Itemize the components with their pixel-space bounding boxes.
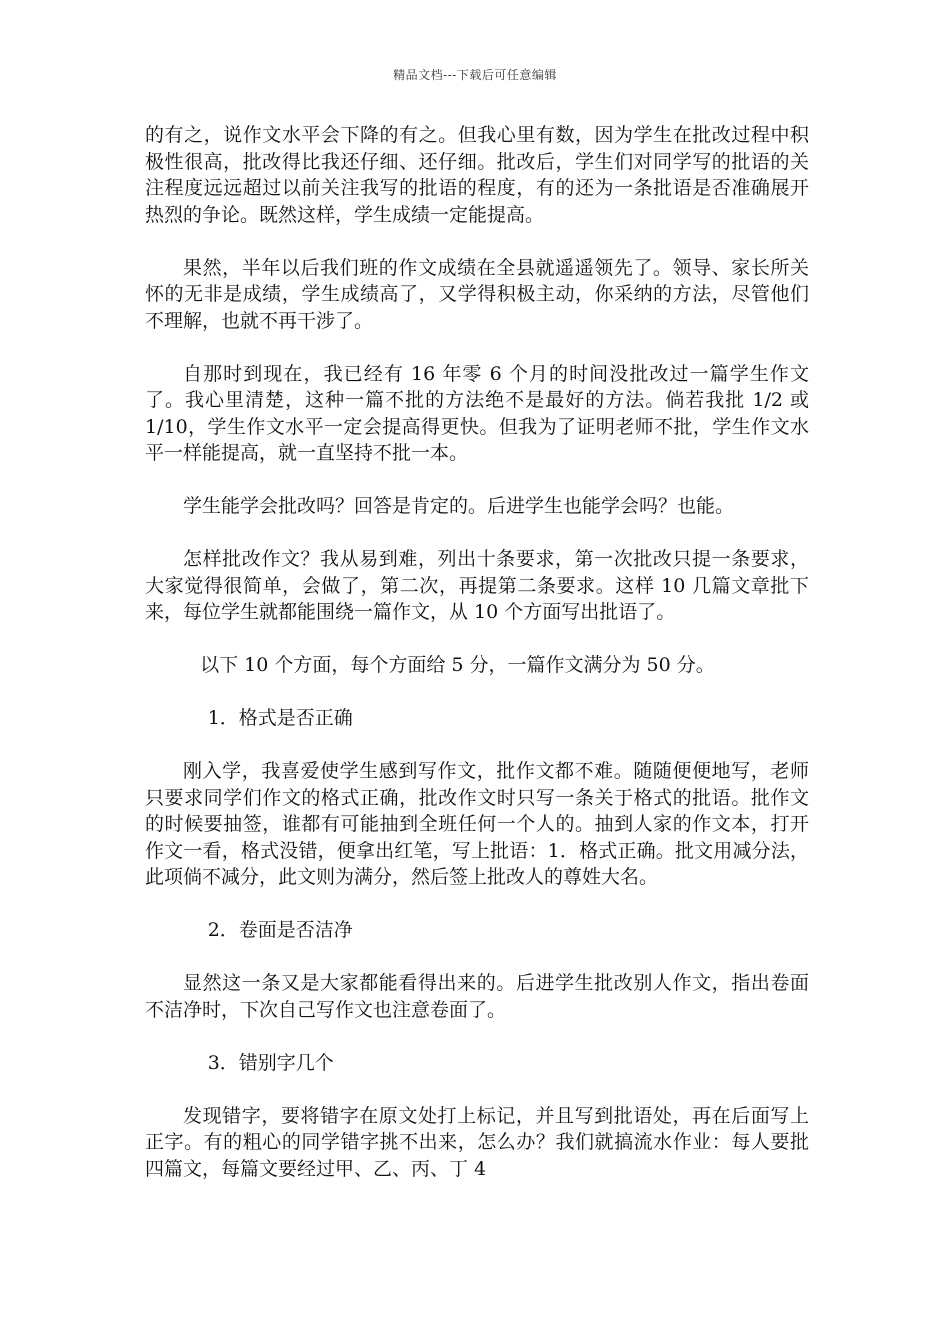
document-body bbox=[145, 122, 809, 1209]
section-heading-1: 1．格式是否正确 bbox=[207, 707, 353, 729]
paragraph-9: 发现错字，要将错字在原文处打上标记，并且写到批语处，再在后面写上正字。有的粗心的同学错字挑不出来，怎么办？我们就搞流水作业：每人要批四篇文，每篇文要经过甲、乙、丙、丁 4 bbox=[145, 1104, 809, 1180]
section-heading-2: 2．卷面是否洁净 bbox=[207, 919, 353, 941]
paragraph-4: 学生能学会批改吗？回答是肯定的。后进学生也能学会吗？也能。 bbox=[183, 495, 735, 517]
paragraph-2: 果然，半年以后我们班的作文成绩在全县就遥遥领先了。领导、家长所关怀的无非是成绩，学生成绩高了，又学得积极主动，你采纳的方法，尽管他们不理解，也就不再干涉了。 bbox=[145, 256, 809, 332]
paragraph-8: 显然这一条又是大家都能看得出来的。后进学生批改别人作文，指出卷面不洁净时，下次自己写作文也注意卷面了。 bbox=[145, 972, 809, 1021]
paragraph-6: 以下 10 个方面，每个方面给 5 分，一篇作文满分为 50 分。 bbox=[200, 654, 715, 676]
section-heading-3: 3．错别字几个 bbox=[207, 1051, 334, 1074]
paragraph-3: 自那时到现在，我已经有 16 年零 6 个月的时间没批改过一篇学生作文了。我心里清楚，这种一篇不批的方法绝不是最好的方法。倘若我批 1/2 或 1/10，学生作文水平一定会提高得更快。但我为了证明老师不批，学生作文水平一样能提高，就一直坚持不批一本。 bbox=[145, 362, 809, 464]
paragraph-5: 怎样批改作文？我从易到难，列出十条要求，第一次批改只提一条要求，大家觉得很简单，会做了，第二次，再提第二条要求。这样 10 几篇文章批下来，每位学生就都能围绕一篇作文，从 10 个方面写出批语了。 bbox=[145, 548, 809, 623]
paragraph-7: 刚入学，我喜爱使学生感到写作文，批作文都不难。随随便便地写，老师只要求同学们作文的格式正确，批改作文时只写一条关于格式的批语。批作文的时候要抽签，谁都有可能抽到全班任何一个人的。抽到人家的作文本，打开作文一看，格式没错，便拿出红笔，写上批语：1．格式正确。批文用减分法，此项倘不减分，此文则为满分，然后签上批改人的尊姓大名。 bbox=[145, 760, 809, 888]
page-header: 精品文档---下载后可任意编辑 bbox=[393, 68, 557, 82]
paragraph-1: 的有之，说作文水平会下降的有之。但我心里有数，因为学生在批改过程中积极性很高，批改得比我还仔细、还仔细。批改后，学生们对同学写的批语的关注程度远远超过以前关注我写的批语的程度，有的还为一条批语是否准确展开热烈的争论。既然这样，学生成绩一定能提高。 bbox=[145, 124, 809, 226]
